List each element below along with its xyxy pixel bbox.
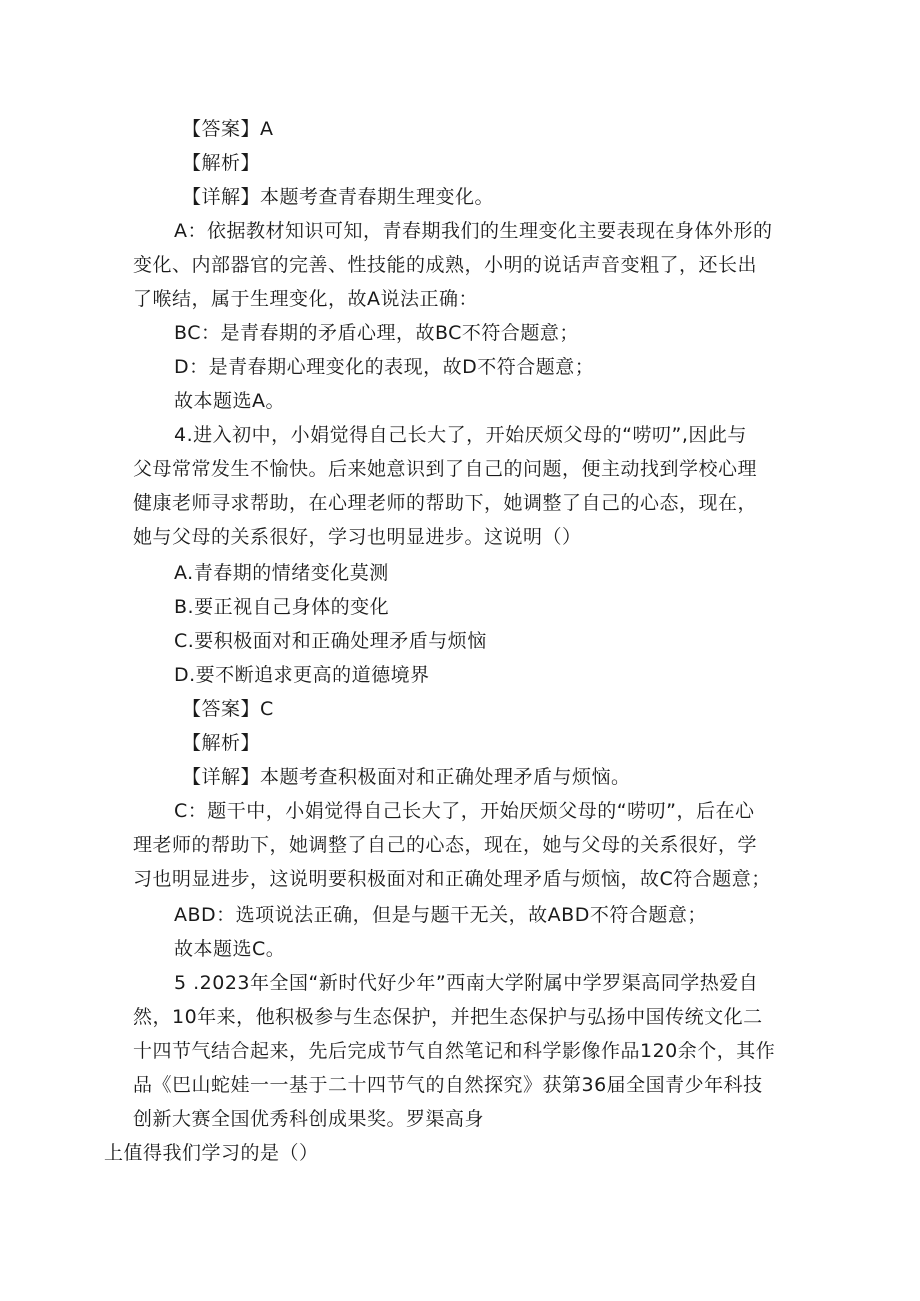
q3-option-a-explanation-line2: 变化、内部器官的完善、性技能的成熟，小明的说话声音变粗了，还长出 — [133, 254, 758, 276]
q3-analysis-heading: 【解析】 — [182, 152, 261, 174]
q5-stem-line6: 上值得我们学习的是（） — [104, 1142, 319, 1164]
q4-option-d: D.要不断追求更高的道德境界 — [174, 664, 430, 686]
q4-analysis-heading: 【解析】 — [182, 732, 261, 754]
q5-stem-line5: 创新大赛全国优秀科创成果奖。罗渠高身 — [133, 1108, 485, 1130]
q4-option-abd-explanation: ABD：选项说法正确，但是与题干无关，故ABD不符合题意； — [174, 904, 707, 926]
q4-option-c-explanation-line2: 理老师的帮助下，她调整了自己的心态，现在，她与父母的关系很好，学 — [133, 834, 758, 856]
q4-detail: 【详解】本题考查积极面对和正确处理矛盾与烦恼。 — [182, 766, 631, 788]
q4-option-c: C.要积极面对和正确处理矛盾与烦恼 — [174, 630, 487, 652]
q4-conclusion: 故本题选C。 — [174, 938, 286, 960]
q4-stem-line2: 父母常常发生不愉快。后来她意识到了自己的问题，便主动找到学校心理 — [133, 458, 758, 480]
q3-option-d-explanation: D：是青春期心理变化的表现，故D不符合题意； — [174, 356, 595, 378]
q4-answer: 【答案】C — [182, 698, 274, 720]
q3-option-a-explanation-line1: A：依据教材知识可知，青春期我们的生理变化主要表现在身体外形的 — [174, 220, 773, 242]
q3-answer: 【答案】A — [182, 118, 274, 140]
q3-option-a-explanation-line3: 了喉结，属于生理变化，故A说法正确： — [133, 288, 478, 310]
q4-option-c-explanation-line1: C：题干中，小娟觉得自己长大了，开始厌烦父母的“唠叨”，后在心 — [174, 800, 755, 822]
q5-stem-line1: 5 .2023年全国“新时代好少年”西南大学附属中学罗渠高同学热爱自 — [174, 972, 759, 994]
q3-option-bc-explanation: BC：是青春期的矛盾心理，故BC不符合题意； — [174, 322, 579, 344]
q4-stem-line4: 她与父母的关系很好，学习也明显进步。这说明（） — [133, 526, 582, 548]
q4-stem-line3: 健康老师寻求帮助，在心理老师的帮助下，她调整了自己的心态，现在， — [133, 492, 758, 514]
q4-option-b: B.要正视自己身体的变化 — [174, 596, 390, 618]
q3-detail: 【详解】本题考查青春期生理变化。 — [182, 186, 495, 208]
q4-option-c-explanation-line3: 习也明显进步，这说明要积极面对和正确处理矛盾与烦恼，故C符合题意； — [133, 868, 771, 890]
q5-stem-line3: 十四节气结合起来，先后完成节气自然笔记和科学影像作品120余个，其作 — [133, 1040, 776, 1062]
q5-stem-line4: 品《巴山蛇娃一一基于二十四节气的自然探究》获第36届全国青少年科技 — [133, 1074, 763, 1096]
q4-option-a: A.青春期的情绪变化莫测 — [174, 562, 389, 584]
q4-stem-line1: 4.进入初中，小娟觉得自己长大了，开始厌烦父母的“唠叨”,因此与 — [174, 424, 747, 446]
q5-stem-line2: 然，10年来，他积极参与生态保护，并把生态保护与弘扬中国传统文化二 — [133, 1006, 763, 1028]
q3-conclusion: 故本题选A。 — [174, 390, 285, 412]
